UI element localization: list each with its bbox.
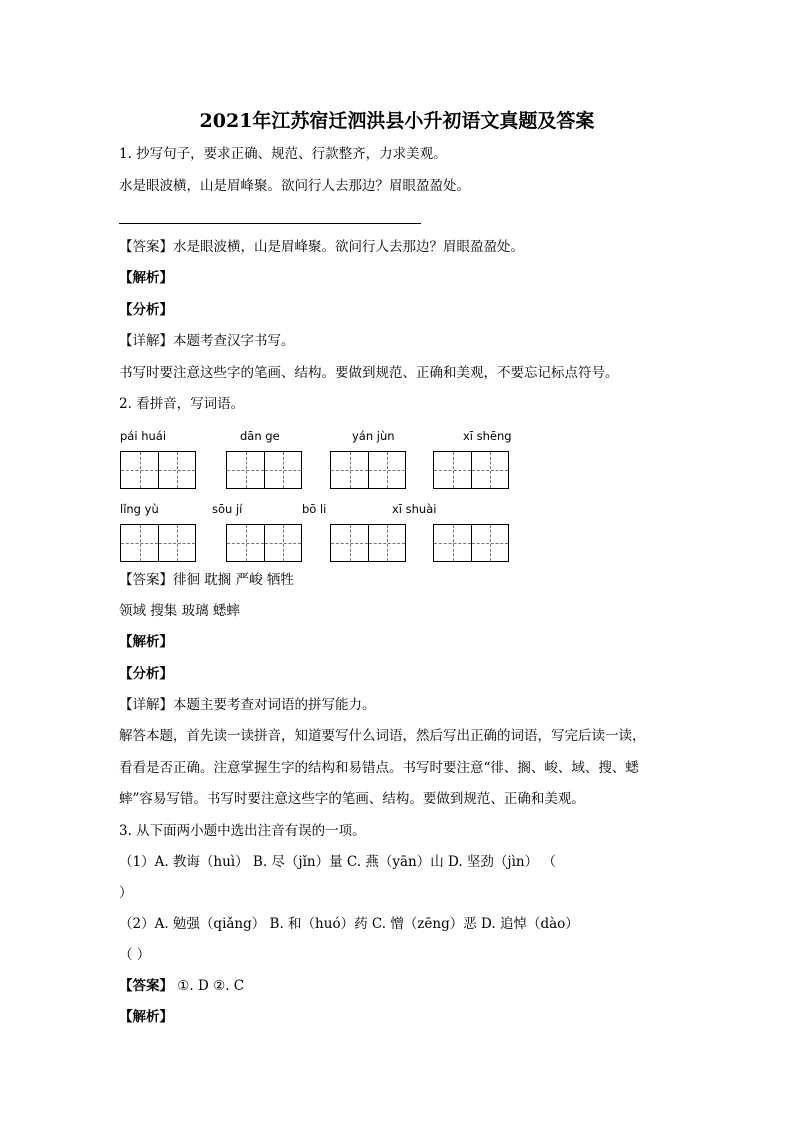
- q2-para-1: 解答本题，首先读一读拼音，知道要写什么词语，然后写出正确的词语，写完后读一读，: [119, 728, 646, 744]
- q2-jiexi: 【解析】: [119, 634, 173, 650]
- q3-sub2-cont: （ ）: [119, 947, 151, 963]
- writing-grid[interactable]: [226, 451, 302, 489]
- q2-para-3: 蟀”容易写错。书写时要注意这些字的笔画、结构。要做到规范、正确和美观。: [119, 791, 585, 807]
- writing-grid[interactable]: [226, 524, 302, 562]
- answer-label: 【答案】: [119, 978, 173, 994]
- writing-grid[interactable]: [433, 524, 509, 562]
- q1-jiexi: 【解析】: [119, 270, 173, 286]
- page-title: 2021年江苏宿迁泗洪县小升初语文真题及答案: [199, 110, 595, 132]
- q3-prompt: 3. 从下面两小题中选出注音有误的一项。: [119, 823, 366, 839]
- q1-prompt: 1. 抄写句子，要求正确、规范、行款整齐，力求美观。: [119, 146, 447, 162]
- answer-text: 徘徊 耽搁 严峻 牺牲: [173, 572, 294, 588]
- q3-sub1-cont: ）: [119, 885, 133, 901]
- writing-grid[interactable]: [433, 451, 509, 489]
- answer-rule-line: [119, 223, 421, 224]
- writing-grid[interactable]: [120, 451, 196, 489]
- q2-fenxi: 【分析】: [119, 666, 173, 682]
- writing-grid[interactable]: [330, 451, 406, 489]
- pinyin-label: yán jùn: [352, 429, 395, 443]
- pinyin-label: lǐng yù: [120, 502, 159, 516]
- q2-para-2: 看看是否正确。注意掌握生字的结构和易错点。书写时要注意“徘、搁、峻、域、搜、蟋: [119, 760, 639, 776]
- pinyin-label: sōu jí: [212, 502, 243, 516]
- pinyin-label: xī shēng: [463, 429, 512, 443]
- answer-label: 【答案】: [119, 572, 173, 588]
- answer-label: 【答案】: [119, 239, 173, 255]
- q2-answer: [119, 572, 294, 588]
- pinyin-label: dān ge: [240, 429, 280, 443]
- q1-sentence: 水是眼波横，山是眉峰聚。欲问行人去那边？眉眼盈盈处。: [119, 178, 470, 194]
- pinyin-label: xī shuài: [392, 502, 437, 516]
- detail-text: 本题考查汉字书写。: [173, 333, 295, 349]
- q1-note: 书写时要注意这些字的笔画、结构。要做到规范、正确和美观，不要忘记标点符号。: [119, 365, 619, 381]
- q1-answer: [119, 239, 524, 255]
- q3-sub2: （2）A. 勉强（qiǎng） B. 和（huó）药 C. 憎（zēng）恶 D. 追悼（dào）: [119, 916, 579, 932]
- q3-answer: [119, 978, 244, 994]
- detail-label: 【详解】: [119, 333, 173, 349]
- answer-text: 水是眼波横，山是眉峰聚。欲问行人去那边？眉眼盈盈处。: [173, 239, 524, 255]
- q2-prompt: 2. 看拼音，写词语。: [119, 396, 245, 412]
- q2-detail: [119, 697, 376, 713]
- q2-answer-line2: 领域 搜集 玻璃 蟋蟀: [119, 603, 240, 619]
- writing-grid[interactable]: [330, 524, 406, 562]
- pinyin-label: bō li: [302, 502, 327, 516]
- q1-fenxi: 【分析】: [119, 302, 173, 318]
- q3-sub1: （1）A. 教诲（huì） B. 尽（jǐn）量 C. 燕（yān）山 D. 坚劲（jìn） （: [119, 854, 556, 870]
- q3-jiexi: 【解析】: [119, 1009, 173, 1025]
- q1-detail: [119, 333, 295, 349]
- answer-text: ①. D ②. C: [173, 978, 245, 994]
- detail-text: 本题主要考查对词语的拼写能力。: [173, 697, 376, 713]
- pinyin-label: pái huái: [120, 429, 167, 443]
- detail-label: 【详解】: [119, 697, 173, 713]
- writing-grid[interactable]: [120, 524, 196, 562]
